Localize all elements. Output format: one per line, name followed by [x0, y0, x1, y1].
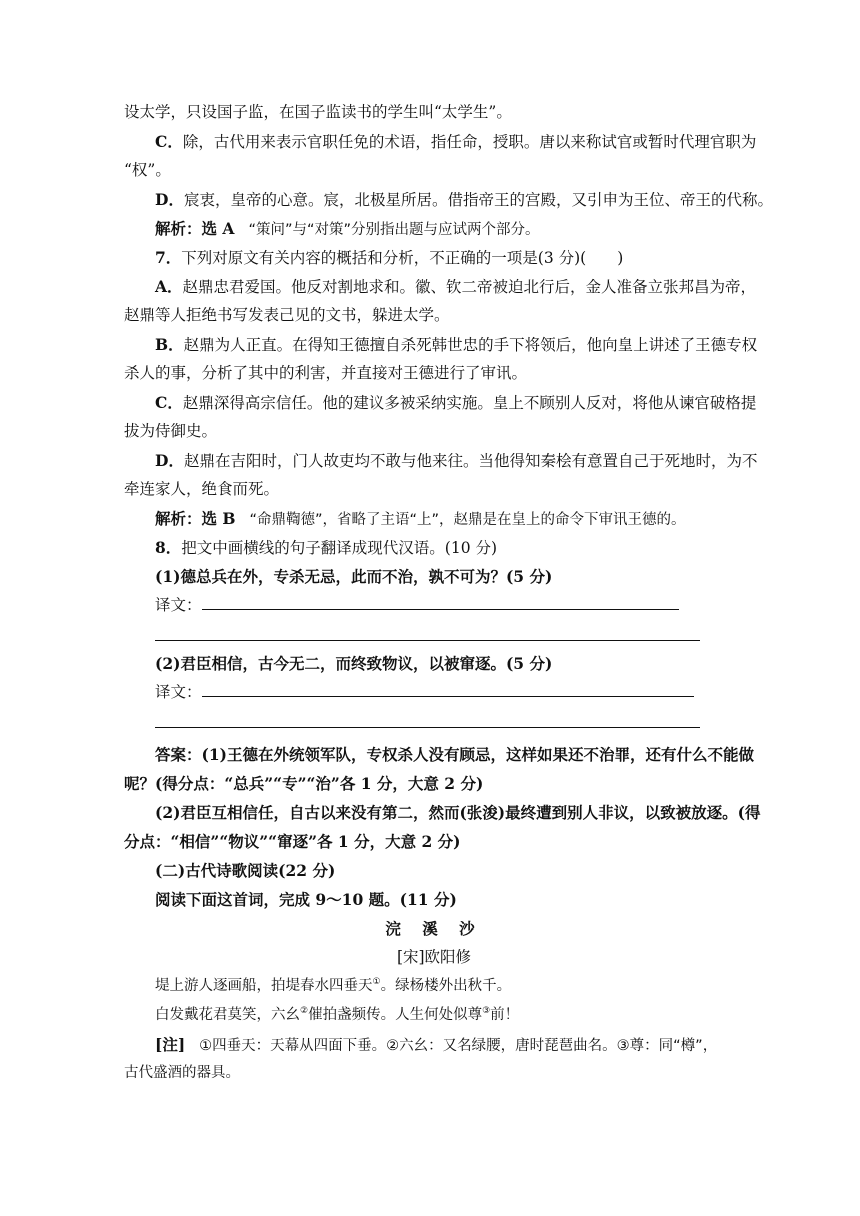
option-d: D．宸衷，皇帝的心意。宸，北极星所居。借指帝王的宫殿，又引申为王位、帝王的代称。 — [155, 190, 773, 209]
translation-line-2 — [124, 707, 744, 736]
answer-rule[interactable] — [155, 640, 700, 641]
text-line: 呢？(得分点：“总兵”“专”“治”各 1 分，大意 2 分) — [124, 774, 484, 793]
answer-blank[interactable] — [202, 593, 679, 610]
option-label: A． — [155, 277, 183, 296]
translation-line-1: 译文： — [124, 591, 744, 620]
sub-question-2: (2)君臣相信，古今无二，而终致物议，以被窜逐。(5 分) — [155, 654, 553, 673]
translation-line-2 — [124, 620, 744, 649]
question-number: 8． — [155, 538, 182, 557]
analysis-label: 解析：选 A — [155, 219, 235, 238]
option-b: B．赵鼎为人正直。在得知王德擅自杀死韩世忠的手下将领后，他向皇上讲述了王德专权 — [155, 335, 758, 354]
poem-line-2: 白发戴花君莫笑，六幺②催拍盏频传。人生何处似尊③前！ — [155, 1006, 520, 1023]
document-content — [124, 98, 773, 1088]
analysis-6: 解析：选 A “策问”与“对策”分别指出题与应试两个部分。 — [155, 219, 540, 238]
answer-rule[interactable] — [155, 727, 700, 728]
answer-label: 答案：(1) — [155, 745, 227, 764]
question-number: 7． — [155, 248, 182, 267]
text-line: 赵鼎等人拒绝书写发表己见的文书，躲进太学。 — [124, 306, 450, 324]
text-line: 古代盛酒的器具。 — [124, 1065, 240, 1081]
option-c: C．除，古代用来表示官职任免的术语，指任命，授职。唐以来称试官或暂时代理官职为 — [155, 132, 757, 151]
question-8: 8．把文中画横线的句子翻译成现代汉语。(10 分) — [155, 538, 498, 557]
text-line: 杀人的事，分析了其中的利害，并直接对王德进行了审讯。 — [124, 364, 528, 382]
question-7: 7．下列对原文有关内容的概括和分析，不正确的一项是(3 分)( ) — [155, 248, 624, 267]
text-line: 设太学，只设国子监，在国子监读书的学生叫“太学生”。 — [124, 103, 512, 121]
answer-8: 答案：(1)王德在外统领军队，专权杀人没有顾忌，这样如果还不治罪，还有什么不能做 — [155, 745, 754, 764]
section-heading: (二)古代诗歌阅读(22 分) — [155, 861, 336, 880]
poem-author: [宋]欧阳修 — [396, 948, 472, 966]
analysis-7: 解析：选 B “命鼎鞫德”，省略了主语“上”，赵鼎是在皇上的命令下审讯王德的。 — [155, 509, 686, 528]
answer-blank[interactable] — [202, 680, 694, 697]
poem-notes: [注] ①四垂天：天幕从四面下垂。②六幺：又名绿腰，唐时琵琶曲名。③尊：同“樽”， — [155, 1035, 718, 1054]
option-label: C． — [155, 393, 183, 412]
notes-label: [注] — [155, 1035, 186, 1054]
option-label: B． — [155, 335, 184, 354]
answer-8-2: (2)君臣互相信任，自古以来没有第二，然而(张浚)最终遭到别人非议，以致被放逐。(得 — [155, 803, 761, 822]
poem-title: 浣 溪 沙 — [385, 919, 483, 938]
translation-line-1: 译文： — [124, 678, 744, 707]
option-label: C． — [155, 132, 183, 151]
option-a: A．赵鼎忠君爱国。他反对割地求和。徽、钦二帝被迫北行后，金人准备立张邦昌为帝， — [155, 277, 757, 296]
text-line: 牵连家人，绝食而死。 — [124, 480, 280, 498]
sub-question-1: (1)德总兵在外，专杀无忌，此而不治，孰不可为？(5 分) — [155, 567, 553, 586]
text-line: “权”。 — [124, 161, 171, 179]
option-c: C．赵鼎深得高宗信任。他的建议多被采纳实施。皇上不顾别人反对，将他从谏官破格提 — [155, 393, 757, 412]
option-label: D． — [155, 190, 184, 209]
analysis-label: 解析：选 B — [155, 509, 236, 528]
option-label: D． — [155, 451, 184, 470]
text-line: 拔为侍御史。 — [124, 422, 218, 440]
poem-instruction: 阅读下面这首词，完成 9～10 题。(11 分) — [155, 890, 457, 909]
text-line: 分点：“相信”“物议”“窜逐”各 1 分，大意 2 分) — [124, 832, 461, 851]
poem-line-1: 堤上游人逐画船，拍堤春水四垂天①。绿杨楼外出秋千。 — [155, 977, 512, 994]
option-d: D．赵鼎在吉阳时，门人故吏均不敢与他来往。当他得知秦桧有意置自己于死地时，为不 — [155, 451, 758, 470]
